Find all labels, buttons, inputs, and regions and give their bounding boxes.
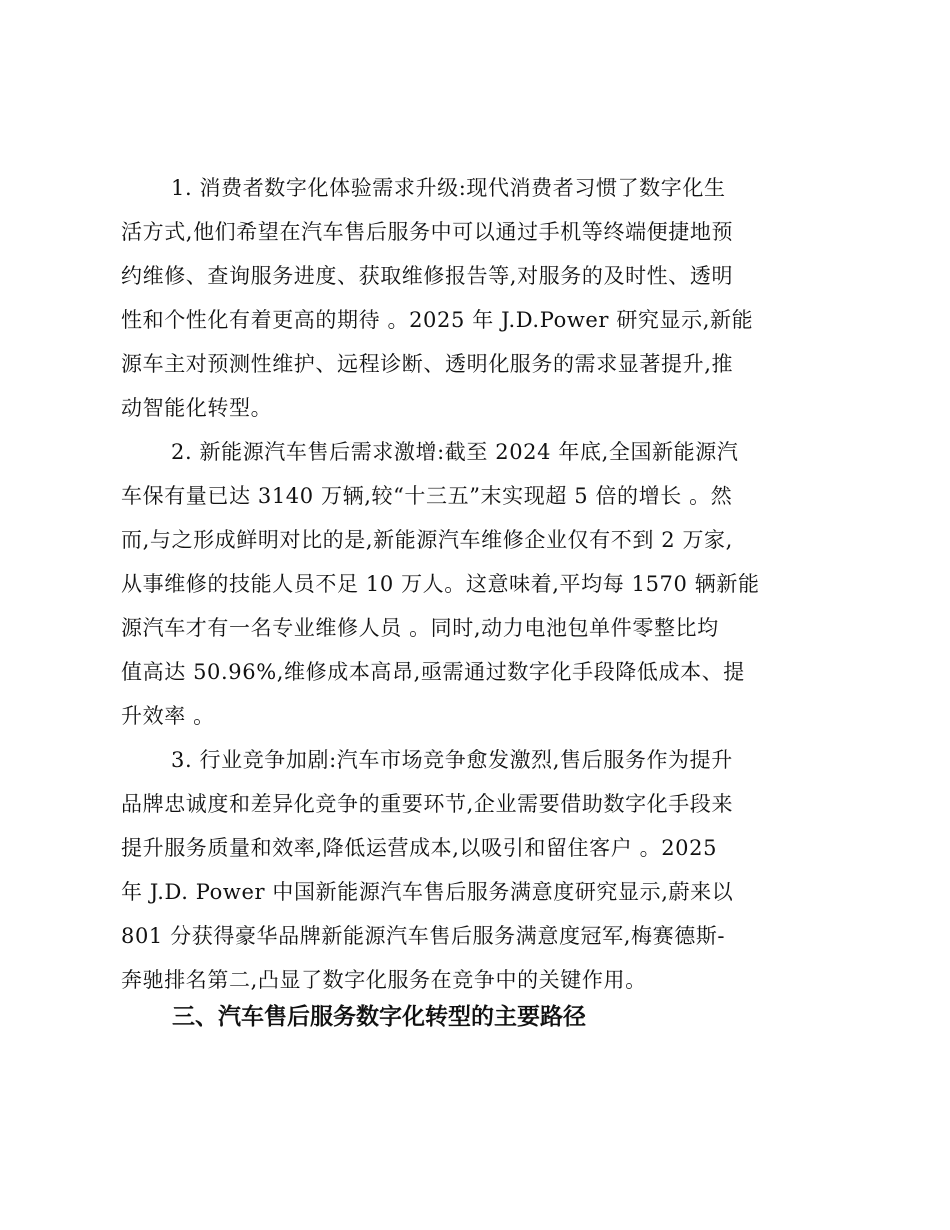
- paragraph-2-line-3: 而,与之形成鲜明对比的是,新能源汽车维修企业仅有不到 2 万家,: [121, 528, 733, 552]
- paragraph-1-line-1: 1. 消费者数字化体验需求升级:现代消费者习惯了数字化生: [171, 176, 726, 200]
- paragraph-3-line-2: 品牌忠诚度和差异化竞争的重要环节,企业需要借助数字化手段来: [121, 792, 734, 816]
- paragraph-3-line-5: 801 分获得豪华品牌新能源汽车售后服务满意度冠军,梅赛德斯-: [121, 924, 726, 948]
- paragraph-1-line-4: 性和个性化有着更高的期待 。2025 年 J.D.Power 研究显示,新能: [121, 308, 754, 332]
- paragraph-2-line-4: 从事维修的技能人员不足 10 万人。这意味着,平均每 1570 辆新能: [121, 572, 760, 596]
- paragraph-2-line-1: 2. 新能源汽车售后需求激增:截至 2024 年底,全国新能源汽: [171, 440, 739, 464]
- paragraph-3-line-4: 年 J.D. Power 中国新能源汽车售后服务满意度研究显示,蔚来以: [121, 880, 734, 904]
- paragraph-1-line-5: 源车主对预测性维护、远程诊断、透明化服务的需求显著提升,推: [121, 352, 734, 376]
- paragraph-3-line-3: 提升服务质量和效率,降低运营成本,以吸引和留住客户 。2025: [121, 836, 718, 860]
- paragraph-2-line-7: 升效率 。: [121, 704, 215, 728]
- paragraph-3-line-1: 3. 行业竞争加剧:汽车市场竞争愈发激烈,售后服务作为提升: [171, 748, 733, 772]
- paragraph-1-line-2: 活方式,他们希望在汽车售后服务中可以通过手机等终端便捷地预: [121, 220, 734, 244]
- paragraph-2-line-2: 车保有量已达 3140 万辆,较“十三五”末实现超 5 倍的增长 。然: [121, 484, 733, 508]
- paragraph-1-line-6: 动智能化转型。: [121, 396, 273, 420]
- paragraph-2-line-6: 值高达 50.96%,维修成本高昂,亟需通过数字化手段降低成本、提: [121, 660, 745, 684]
- paragraph-2-line-5: 源汽车才有一名专业维修人员 。同时,动力电池包单件零整比均: [121, 616, 719, 640]
- paragraph-1-line-3: 约维修、查询服务进度、获取维修报告等,对服务的及时性、透明: [121, 264, 734, 288]
- paragraph-3-line-6: 奔驰排名第二,凸显了数字化服务在竞争中的关键作用。: [121, 968, 647, 992]
- section-heading: 三、汽车售后服务数字化转型的主要路径: [172, 1004, 586, 1030]
